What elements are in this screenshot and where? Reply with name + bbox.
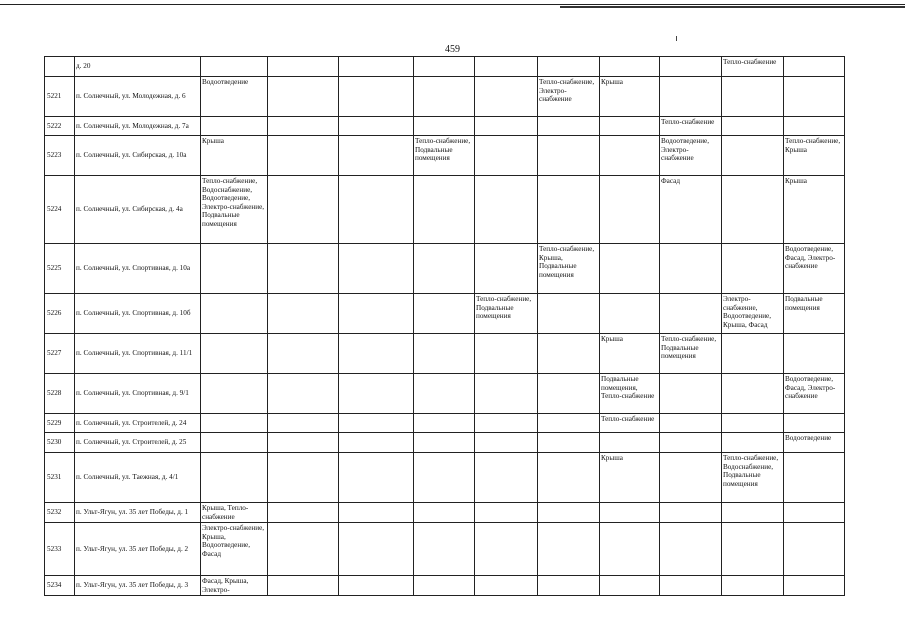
work-type-cell [339, 576, 414, 596]
scan-mark [676, 36, 677, 41]
work-type-cell: Тепло-снабжение, Подвальные помещения [475, 294, 538, 334]
work-type-cell [475, 374, 538, 414]
work-type-cell [268, 176, 339, 244]
work-type-cell: Тепло-снабжение, Электро-снабжение [538, 77, 600, 117]
work-type-cell [722, 77, 784, 117]
work-type-cell [722, 244, 784, 294]
work-type-cell [660, 244, 722, 294]
work-type-cell [268, 57, 339, 77]
work-type-cell [339, 117, 414, 136]
work-type-cell: Водоотведение, Фасад, Электро-снабжение [784, 244, 845, 294]
work-type-cell [475, 176, 538, 244]
table-row [45, 334, 845, 374]
table-row [45, 176, 845, 244]
work-type-cell [339, 503, 414, 523]
work-type-cell [600, 57, 660, 77]
table-row [45, 77, 845, 117]
work-type-cell [784, 57, 845, 77]
work-type-cell [538, 576, 600, 596]
address-cell: п. Солнечный, ул. Молодежная, д. 7а [75, 117, 201, 136]
work-type-cell: Крыша [784, 176, 845, 244]
work-type-cell [201, 414, 268, 433]
work-type-cell: Тепло-снабжение [660, 117, 722, 136]
work-type-cell [600, 503, 660, 523]
work-type-cell [722, 433, 784, 453]
row-number: 5226 [45, 294, 75, 334]
work-type-cell [414, 294, 475, 334]
row-number: 5229 [45, 414, 75, 433]
work-type-cell: Крыша [600, 334, 660, 374]
work-type-cell [339, 414, 414, 433]
work-type-cell [414, 503, 475, 523]
work-type-cell: Тепло-снабжение, Крыша, Подвальные помещения [538, 244, 600, 294]
work-type-cell [600, 576, 660, 596]
address-cell: п. Солнечный, ул. Сибирская, д. 10а [75, 136, 201, 176]
work-type-cell [414, 433, 475, 453]
work-type-cell [538, 176, 600, 244]
work-type-cell [722, 374, 784, 414]
work-type-cell [538, 503, 600, 523]
work-type-cell [475, 523, 538, 576]
address-cell: п. Ульт-Ягун, ул. 35 лет Победы, д. 3 [75, 576, 201, 596]
work-type-cell: Электро-снабжение, Водоотведение, Крыша, Фасад [722, 294, 784, 334]
address-cell: п. Солнечный, ул. Таежная, д. 4/1 [75, 453, 201, 503]
work-type-cell [475, 244, 538, 294]
work-type-cell [538, 117, 600, 136]
work-type-cell [660, 433, 722, 453]
work-type-cell [600, 176, 660, 244]
work-type-cell: Подвальные помещения, Тепло-снабжение [600, 374, 660, 414]
work-type-cell [414, 77, 475, 117]
row-number: 5222 [45, 117, 75, 136]
address-cell: п. Солнечный, ул. Строителей, д. 25 [75, 433, 201, 453]
work-type-cell [201, 334, 268, 374]
work-type-cell [538, 57, 600, 77]
work-type-cell [660, 523, 722, 576]
row-number: 5233 [45, 523, 75, 576]
row-number: 5231 [45, 453, 75, 503]
work-type-cell [268, 244, 339, 294]
work-type-cell [201, 57, 268, 77]
work-type-cell: Тепло-снабжение, Подвальные помещения [414, 136, 475, 176]
top-rule-right [560, 6, 905, 8]
work-type-cell [538, 523, 600, 576]
row-number [45, 57, 75, 77]
work-type-cell [268, 576, 339, 596]
table-row [45, 576, 845, 596]
work-type-cell [722, 334, 784, 374]
work-type-cell [660, 57, 722, 77]
work-type-cell [475, 453, 538, 503]
work-type-cell [475, 136, 538, 176]
work-type-cell [339, 244, 414, 294]
address-cell: п. Солнечный, ул. Спортивная, д. 11/1 [75, 334, 201, 374]
work-type-cell [784, 523, 845, 576]
work-type-cell: Электро-снабжение, Крыша, Водоотведение, Фасад [201, 523, 268, 576]
work-type-cell: Водоотведение, Электро-снабжение [660, 136, 722, 176]
work-type-cell: Крыша [201, 136, 268, 176]
work-type-cell [268, 334, 339, 374]
work-type-cell: Крыша [600, 453, 660, 503]
table-row [45, 244, 845, 294]
address-cell: п. Солнечный, ул. Спортивная, д. 9/1 [75, 374, 201, 414]
work-type-cell: Тепло-снабжение, Подвальные помещения [660, 334, 722, 374]
work-type-cell [784, 453, 845, 503]
work-type-cell [414, 244, 475, 294]
work-type-cell [600, 117, 660, 136]
work-type-cell: Фасад, Крыша, Электро- [201, 576, 268, 596]
work-type-cell [660, 576, 722, 596]
row-number: 5234 [45, 576, 75, 596]
row-number: 5223 [45, 136, 75, 176]
address-cell: п. Солнечный, ул. Молодежная, д. 6 [75, 77, 201, 117]
work-type-cell [339, 433, 414, 453]
work-type-cell [414, 374, 475, 414]
work-type-cell [600, 244, 660, 294]
row-number: 5228 [45, 374, 75, 414]
work-type-cell [414, 414, 475, 433]
work-type-cell [414, 117, 475, 136]
work-type-cell [339, 523, 414, 576]
table-row [45, 136, 845, 176]
work-type-cell [660, 294, 722, 334]
work-type-cell [538, 334, 600, 374]
work-type-cell [784, 503, 845, 523]
work-type-cell [538, 136, 600, 176]
top-rule [0, 4, 905, 5]
work-type-cell [660, 374, 722, 414]
work-type-cell [339, 334, 414, 374]
work-type-cell [475, 77, 538, 117]
work-type-cell [414, 334, 475, 374]
work-type-cell [414, 523, 475, 576]
work-type-cell [600, 433, 660, 453]
work-type-cell [339, 294, 414, 334]
work-type-cell [268, 77, 339, 117]
work-type-cell [268, 503, 339, 523]
work-type-cell [475, 576, 538, 596]
work-type-cell: Фасад [660, 176, 722, 244]
work-type-cell: Водоотведение [201, 77, 268, 117]
work-type-cell [660, 414, 722, 433]
work-type-cell [784, 414, 845, 433]
work-type-cell [201, 294, 268, 334]
work-type-cell [660, 77, 722, 117]
work-type-cell [475, 57, 538, 77]
work-type-cell: Водоотведение, Фасад, Электро-снабжение [784, 374, 845, 414]
work-type-cell [784, 334, 845, 374]
work-type-cell [414, 176, 475, 244]
table-row [45, 117, 845, 136]
table-row [45, 523, 845, 576]
work-type-cell [475, 117, 538, 136]
work-type-cell [722, 503, 784, 523]
work-type-cell: Тепло-снабжение, Водоснабжение, Подвальные помещения [722, 453, 784, 503]
work-type-cell: Крыша [600, 77, 660, 117]
work-type-cell [201, 244, 268, 294]
work-type-cell [538, 453, 600, 503]
work-type-cell [201, 453, 268, 503]
work-type-cell [538, 374, 600, 414]
address-cell: п. Солнечный, ул. Спортивная, д. 10б [75, 294, 201, 334]
address-cell: п. Солнечный, ул. Строителей, д. 24 [75, 414, 201, 433]
work-type-cell [268, 117, 339, 136]
work-type-cell [339, 77, 414, 117]
work-type-cell [538, 294, 600, 334]
table-row [45, 503, 845, 523]
work-type-cell [600, 294, 660, 334]
work-type-cell [784, 576, 845, 596]
work-type-cell [722, 414, 784, 433]
work-type-cell: Водоотведение [784, 433, 845, 453]
work-type-cell [722, 136, 784, 176]
work-type-cell: Тепло-снабжение, Крыша [784, 136, 845, 176]
work-type-cell [339, 136, 414, 176]
work-type-cell [538, 433, 600, 453]
table-row [45, 57, 845, 77]
work-type-cell [268, 136, 339, 176]
work-type-cell [201, 433, 268, 453]
work-type-cell [268, 414, 339, 433]
work-type-cell: Тепло-снабжение [600, 414, 660, 433]
work-type-cell [201, 117, 268, 136]
work-type-cell [268, 523, 339, 576]
work-type-cell [414, 57, 475, 77]
work-type-cell [339, 374, 414, 414]
work-type-cell: Крыша, Тепло-снабжение [201, 503, 268, 523]
address-cell: п. Ульт-Ягун, ул. 35 лет Победы, д. 2 [75, 523, 201, 576]
work-type-cell: Тепло-снабжение, Водоснабжение, Водоотведение, Электро-снабжение, Подвальные помещения [201, 176, 268, 244]
work-type-cell: Подвальные помещения [784, 294, 845, 334]
row-number: 5227 [45, 334, 75, 374]
work-type-cell [722, 176, 784, 244]
work-type-cell [475, 414, 538, 433]
work-type-cell [475, 503, 538, 523]
row-number: 5221 [45, 77, 75, 117]
table-row [45, 414, 845, 433]
work-type-cell [268, 294, 339, 334]
address-cell: д. 20 [75, 57, 201, 77]
work-type-cell [475, 433, 538, 453]
table-row [45, 433, 845, 453]
work-type-cell [475, 334, 538, 374]
work-type-cell [339, 176, 414, 244]
work-type-cell [722, 576, 784, 596]
table-row [45, 294, 845, 334]
address-cell: п. Солнечный, ул. Сибирская, д. 4а [75, 176, 201, 244]
work-type-cell [722, 117, 784, 136]
work-type-cell [201, 374, 268, 414]
work-type-cell [268, 453, 339, 503]
work-type-cell [600, 136, 660, 176]
work-type-cell [660, 453, 722, 503]
work-type-cell [600, 523, 660, 576]
work-type-cell: Тепло-снабжение [722, 57, 784, 77]
work-type-cell [268, 433, 339, 453]
work-type-cell [414, 576, 475, 596]
work-type-cell [538, 414, 600, 433]
address-cell: п. Солнечный, ул. Спортивная, д. 10а [75, 244, 201, 294]
work-type-cell [784, 77, 845, 117]
work-type-cell [339, 57, 414, 77]
work-type-cell [722, 523, 784, 576]
table-row [45, 374, 845, 414]
repair-schedule-table [44, 56, 845, 596]
table-row [45, 453, 845, 503]
work-type-cell [268, 374, 339, 414]
address-cell: п. Ульт-Ягун, ул. 35 лет Победы, д. 1 [75, 503, 201, 523]
work-type-cell [660, 503, 722, 523]
row-number: 5230 [45, 433, 75, 453]
row-number: 5225 [45, 244, 75, 294]
row-number: 5232 [45, 503, 75, 523]
row-number: 5224 [45, 176, 75, 244]
work-type-cell [339, 453, 414, 503]
work-type-cell [784, 117, 845, 136]
work-type-cell [414, 453, 475, 503]
page-number: 459 [445, 44, 460, 55]
